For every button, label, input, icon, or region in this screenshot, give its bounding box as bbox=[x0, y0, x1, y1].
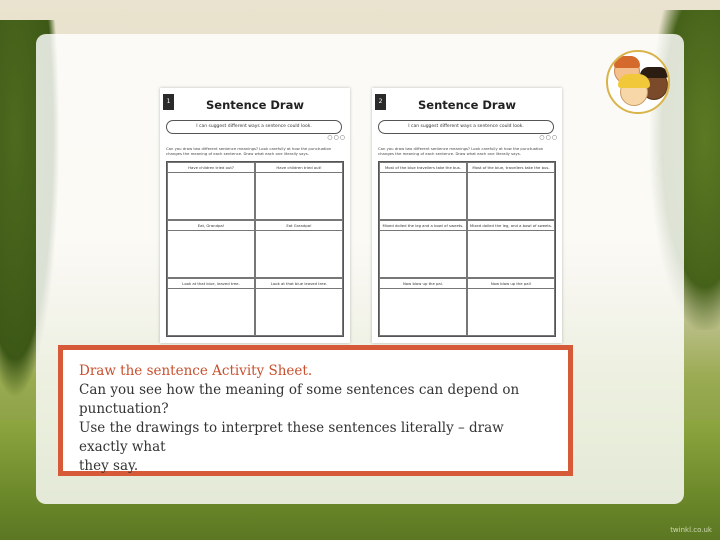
drawing-cell[interactable] bbox=[167, 278, 255, 336]
watermark: twinkl.co.uk bbox=[670, 526, 712, 534]
drawing-cell[interactable] bbox=[255, 220, 343, 278]
cell-caption: Most of the blue travellers take the bus. bbox=[380, 165, 466, 173]
drawing-cell[interactable] bbox=[255, 162, 343, 220]
activity-heading: Draw the sentence Activity Sheet. bbox=[79, 363, 313, 379]
drawing-cell[interactable] bbox=[467, 162, 555, 220]
worksheet-badge: 1 bbox=[163, 94, 174, 110]
worksheet-badge: 2 bbox=[375, 94, 386, 110]
children-faces-icon bbox=[606, 50, 670, 114]
cell-caption: Eat Grandpa! bbox=[256, 223, 342, 231]
worksheet-grid bbox=[166, 161, 344, 337]
drawing-cell[interactable] bbox=[255, 278, 343, 336]
progress-dots-icon: ○○○ bbox=[539, 134, 558, 141]
drawing-cell[interactable] bbox=[167, 162, 255, 220]
worksheet-title: Sentence Draw bbox=[418, 98, 516, 112]
activity-description-box bbox=[58, 345, 573, 476]
cell-caption: Eat, Grandpa! bbox=[168, 223, 254, 231]
activity-line: they say. bbox=[79, 458, 139, 474]
drawing-cell[interactable] bbox=[167, 220, 255, 278]
worksheet-right[interactable] bbox=[372, 88, 562, 343]
drawing-cell[interactable] bbox=[379, 220, 467, 278]
cell-caption: Mixed dolled the leg and a bowl of sweets. bbox=[380, 223, 466, 231]
cell-caption: Now blow up the pal! bbox=[468, 281, 554, 289]
cell-caption: Have children tried out? bbox=[168, 165, 254, 173]
cell-caption: Now blow up the pal. bbox=[380, 281, 466, 289]
drawing-cell[interactable] bbox=[379, 162, 467, 220]
worksheet-left[interactable] bbox=[160, 88, 350, 343]
drawing-cell[interactable] bbox=[379, 278, 467, 336]
worksheet-banner: I can suggest different ways a sentence could look. bbox=[166, 120, 342, 134]
activity-line: Use the drawings to interpret these sentences literally – draw exactly what bbox=[79, 420, 504, 455]
activity-line: punctuation? bbox=[79, 401, 169, 417]
child-hair-icon bbox=[614, 56, 640, 68]
drawing-cell[interactable] bbox=[467, 220, 555, 278]
progress-dots-icon: ○○○ bbox=[327, 134, 346, 141]
cell-caption: Look at that blue leaved tree. bbox=[256, 281, 342, 289]
cell-caption: Mixed dolled the leg, and a bowl of sweets. bbox=[468, 223, 554, 231]
worksheet-grid bbox=[378, 161, 556, 337]
worksheet-instructions: Can you draw two different sentence meanings? Look carefully at how the punctuation changes the meaning of each sentence. Draw what each one literally says. bbox=[378, 146, 544, 156]
worksheet-instructions: Can you draw two different sentence meanings? Look carefully at how the punctuation changes the meaning of each sentence. Draw what each one literally says. bbox=[166, 146, 332, 156]
drawing-cell[interactable] bbox=[467, 278, 555, 336]
cell-caption: Most of the blue, travellers take the bus. bbox=[468, 165, 554, 173]
cell-caption: Have children tried out! bbox=[256, 165, 342, 173]
child-hair-icon bbox=[618, 74, 650, 88]
cell-caption: Look at that blue, leaved tree. bbox=[168, 281, 254, 289]
worksheet-title: Sentence Draw bbox=[206, 98, 304, 112]
worksheet-banner: I can suggest different ways a sentence could look. bbox=[378, 120, 554, 134]
activity-line: Can you see how the meaning of some sentences can depend on bbox=[79, 382, 520, 398]
